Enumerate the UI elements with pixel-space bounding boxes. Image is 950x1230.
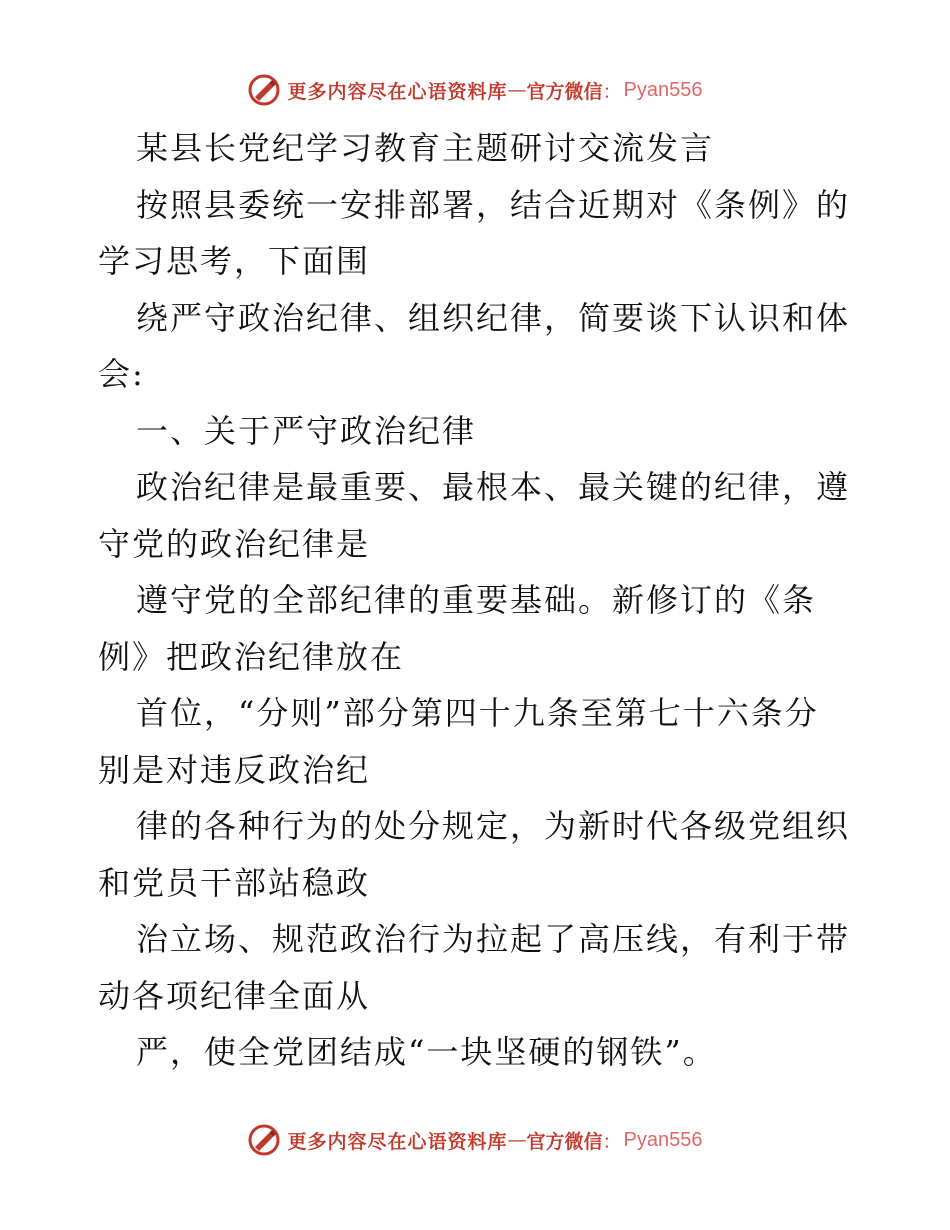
paragraph-line: 绕严守政治纪律、组织纪律，简要谈下认识和体 — [136, 298, 851, 337]
paragraph-line: 治立场、规范政治行为拉起了高压线，有利于带 — [136, 920, 851, 958]
watermark-label: 官方微信 — [526, 80, 603, 103]
watermark-label: 官方微信 — [526, 1130, 603, 1153]
watermark-wechat-id: Pyan556 — [623, 78, 703, 101]
document-title: 某县长党纪学习教育主题研讨交流发言 — [136, 129, 715, 167]
pen-logo-icon — [247, 73, 281, 107]
paragraph-line: 会: — [98, 355, 145, 393]
paragraph-line: 遵守党的全部纪律的重要基础。新修订的《条 — [136, 581, 817, 619]
paragraph-line: 别是对违反政治纪 — [98, 750, 371, 789]
paragraph-line: 和党员干部站稳政 — [98, 863, 371, 902]
watermark-colon: ： — [602, 80, 622, 103]
watermark-wechat-id: Pyan556 — [623, 1128, 703, 1151]
pen-logo-icon — [247, 1123, 281, 1157]
watermark-brand: 更多内容尽在心语资料库 — [287, 80, 508, 103]
paragraph-line: 学习思考，下面围 — [98, 242, 371, 280]
watermark-dash: — — [507, 1129, 527, 1151]
watermark-brand: 更多内容尽在心语资料库 — [287, 1130, 508, 1153]
footer-watermark — [0, 1120, 950, 1160]
watermark-colon: ： — [602, 1130, 622, 1153]
paragraph-line: 严，使全党团结成“一块坚硬的钢铁”。 — [136, 1033, 717, 1071]
watermark-dash: — — [507, 79, 527, 101]
paragraph-line: 按照县委统一安排部署，结合近期对《条例》的 — [136, 185, 851, 224]
document-body — [98, 120, 858, 1081]
section-heading: 一、关于严守政治纪律 — [136, 411, 477, 450]
paragraph-line: 律的各种行为的处分规定，为新时代各级党组织 — [136, 807, 851, 845]
paragraph-line: 首位，“分则”部分第四十九条至第七十六条分 — [136, 694, 819, 732]
paragraph-line: 守党的政治纪律是 — [98, 524, 371, 563]
paragraph-line: 动各项纪律全面从 — [98, 976, 371, 1015]
header-watermark — [0, 70, 950, 110]
paragraph-line: 例》把政治纪律放在 — [98, 637, 405, 676]
paragraph-line: 政治纪律是最重要、最根本、最关键的纪律，遵 — [136, 468, 851, 506]
